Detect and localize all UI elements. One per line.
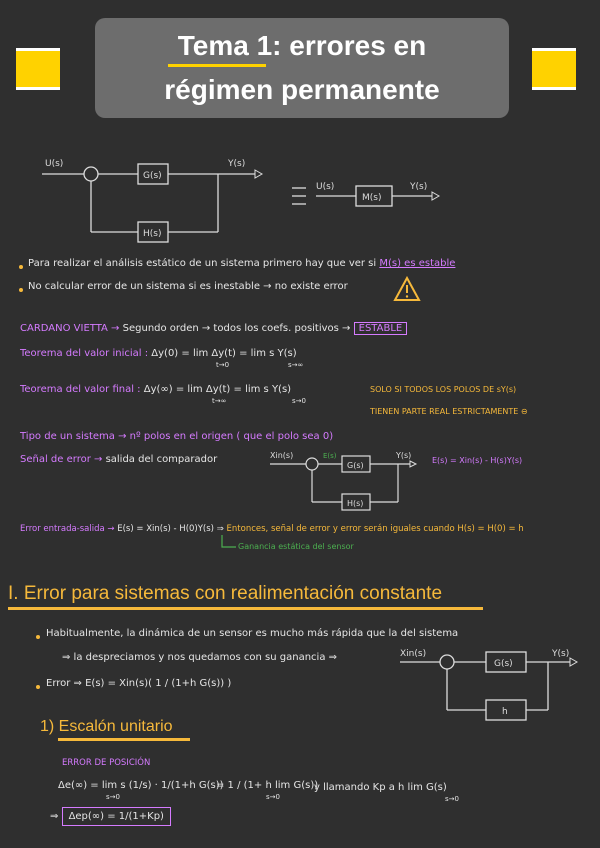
bullet-dot bbox=[36, 685, 40, 689]
d3-h: h bbox=[502, 707, 508, 717]
d1-y: Y(s) bbox=[228, 159, 246, 169]
final-theorem bbox=[20, 384, 291, 395]
senal-error-row bbox=[20, 454, 217, 465]
warning-icon bbox=[393, 276, 421, 302]
bullet-dot bbox=[19, 265, 23, 269]
bullet-dot bbox=[19, 288, 23, 292]
tape-left-decoration bbox=[16, 48, 60, 90]
d2-y: Y(s) bbox=[410, 182, 428, 192]
posicion-eq-2: = 1 / (1+ h lim G(s)) bbox=[216, 780, 319, 791]
title-line-2: régimen permanente bbox=[164, 74, 440, 105]
se-xin: Xin(s) bbox=[270, 451, 294, 460]
se-y: Y(s) bbox=[396, 451, 412, 460]
s1-bullet-1: Habitualmente, la dinámica de un sensor es mucho más rápida que la del sistema bbox=[46, 628, 459, 639]
s1-bullet-2: Error ⇒ E(s) = Xin(s)( 1 / (1+h G(s)) ) bbox=[46, 678, 232, 689]
d3-g: G(s) bbox=[494, 659, 513, 669]
initial-formula: Δy(0) = lim Δy(t) = lim s Y(s) bbox=[151, 348, 297, 359]
senal-error-text: salida del comparador bbox=[105, 454, 218, 465]
error-es-note: Entonces, señal de error y error serán iguales cuando H(s) = H(0) = h bbox=[226, 524, 524, 534]
tape-right-decoration bbox=[532, 48, 576, 90]
estable-badge: ESTABLE bbox=[354, 322, 408, 335]
posicion-result: Δep(∞) = 1/(1+Kp) bbox=[62, 807, 171, 826]
initial-sub2: s→∞ bbox=[288, 361, 304, 369]
section-1-heading: I. Error para sistemas con realimentación constante bbox=[8, 583, 443, 604]
bullet-1 bbox=[28, 258, 455, 269]
block-diagrams-top bbox=[0, 140, 600, 250]
initial-label: Teorema del valor inicial : bbox=[20, 348, 149, 359]
d2-u: U(s) bbox=[316, 182, 335, 192]
error-signal-diagram bbox=[260, 446, 430, 516]
posicion-sub-2: s→0 bbox=[266, 793, 280, 801]
final-formula: Δy(∞) = lim Δy(t) = lim s Y(s) bbox=[143, 384, 292, 395]
posicion-eq-1: Δe(∞) = lim s (1/s) · 1/(1+h G(s)) bbox=[58, 780, 224, 791]
error-es-row bbox=[20, 524, 524, 534]
se-h: H(s) bbox=[347, 499, 364, 508]
arrow-connector bbox=[218, 535, 238, 553]
initial-sub1: t→0 bbox=[216, 361, 230, 369]
bullet-1-highlight: M(s) es estable bbox=[379, 258, 456, 269]
posicion-sub-3: s→0 bbox=[445, 795, 459, 803]
se-equation: E(s) = Xin(s) - H(s)Y(s) bbox=[432, 456, 523, 465]
d3-y: Y(s) bbox=[552, 649, 570, 659]
d3-xin: Xin(s) bbox=[400, 649, 427, 659]
d2-m: M(s) bbox=[362, 193, 382, 203]
bullet-2: No calcular error de un sistema si es inestable → no existe error bbox=[28, 281, 348, 292]
cardano-label: CARDANO VIETTA → bbox=[20, 323, 120, 334]
cardano-row bbox=[20, 323, 407, 334]
error-es-label: Error entrada-salida → bbox=[20, 524, 115, 534]
se-eps: E(s) bbox=[323, 452, 337, 460]
tipo-sistema: Tipo de un sistema → nº polos en el origen ( que el polo sea 0) bbox=[20, 431, 334, 442]
bullet-1-text: Para realizar el análisis estático de un sistema primero hay que ver si bbox=[28, 258, 377, 269]
subsection-1-underline bbox=[58, 738, 190, 741]
error-es-eq: E(s) = Xin(s) - H(0)Y(s) ⇒ bbox=[117, 524, 224, 534]
initial-theorem bbox=[20, 348, 297, 359]
d1-g: G(s) bbox=[143, 171, 162, 181]
title-underline bbox=[168, 64, 266, 67]
se-g: G(s) bbox=[347, 461, 364, 470]
posicion-result-row: ⇒ Δep(∞) = 1/(1+Kp) bbox=[50, 807, 171, 826]
s1-bullet-1-cont: ⇒ la despreciamos y nos quedamos con su ganancia ⇒ bbox=[62, 652, 337, 663]
final-label: Teorema del valor final : bbox=[20, 384, 141, 395]
posicion-eq-3: y llamando Kp a h lim G(s) bbox=[314, 782, 447, 793]
title-box bbox=[95, 18, 509, 118]
d1-u: U(s) bbox=[45, 159, 64, 169]
final-note-2: TIENEN PARTE REAL ESTRICTAMENTE ⊖ bbox=[370, 407, 528, 416]
error-posicion-label: ERROR DE POSICIÓN bbox=[62, 758, 151, 768]
subsection-1-heading: 1) Escalón unitario bbox=[40, 718, 173, 735]
section-1-underline bbox=[8, 607, 483, 610]
ganancia-label: Ganancia estática del sensor bbox=[238, 542, 354, 551]
d1-h: H(s) bbox=[143, 229, 162, 239]
cardano-text: Segundo orden → todos los coefs. positivos → bbox=[122, 323, 351, 334]
final-sub1: t→∞ bbox=[212, 397, 227, 405]
posicion-sub-1: s→0 bbox=[106, 793, 120, 801]
title-line-1: Tema 1: errores en bbox=[177, 30, 427, 61]
senal-error-label: Señal de error → bbox=[20, 454, 103, 465]
bullet-dot bbox=[36, 635, 40, 639]
final-sub2: s→0 bbox=[292, 397, 306, 405]
final-note-1: SOLO SI TODOS LOS POLOS DE sY(s) bbox=[370, 385, 517, 394]
constant-feedback-diagram bbox=[390, 640, 590, 728]
